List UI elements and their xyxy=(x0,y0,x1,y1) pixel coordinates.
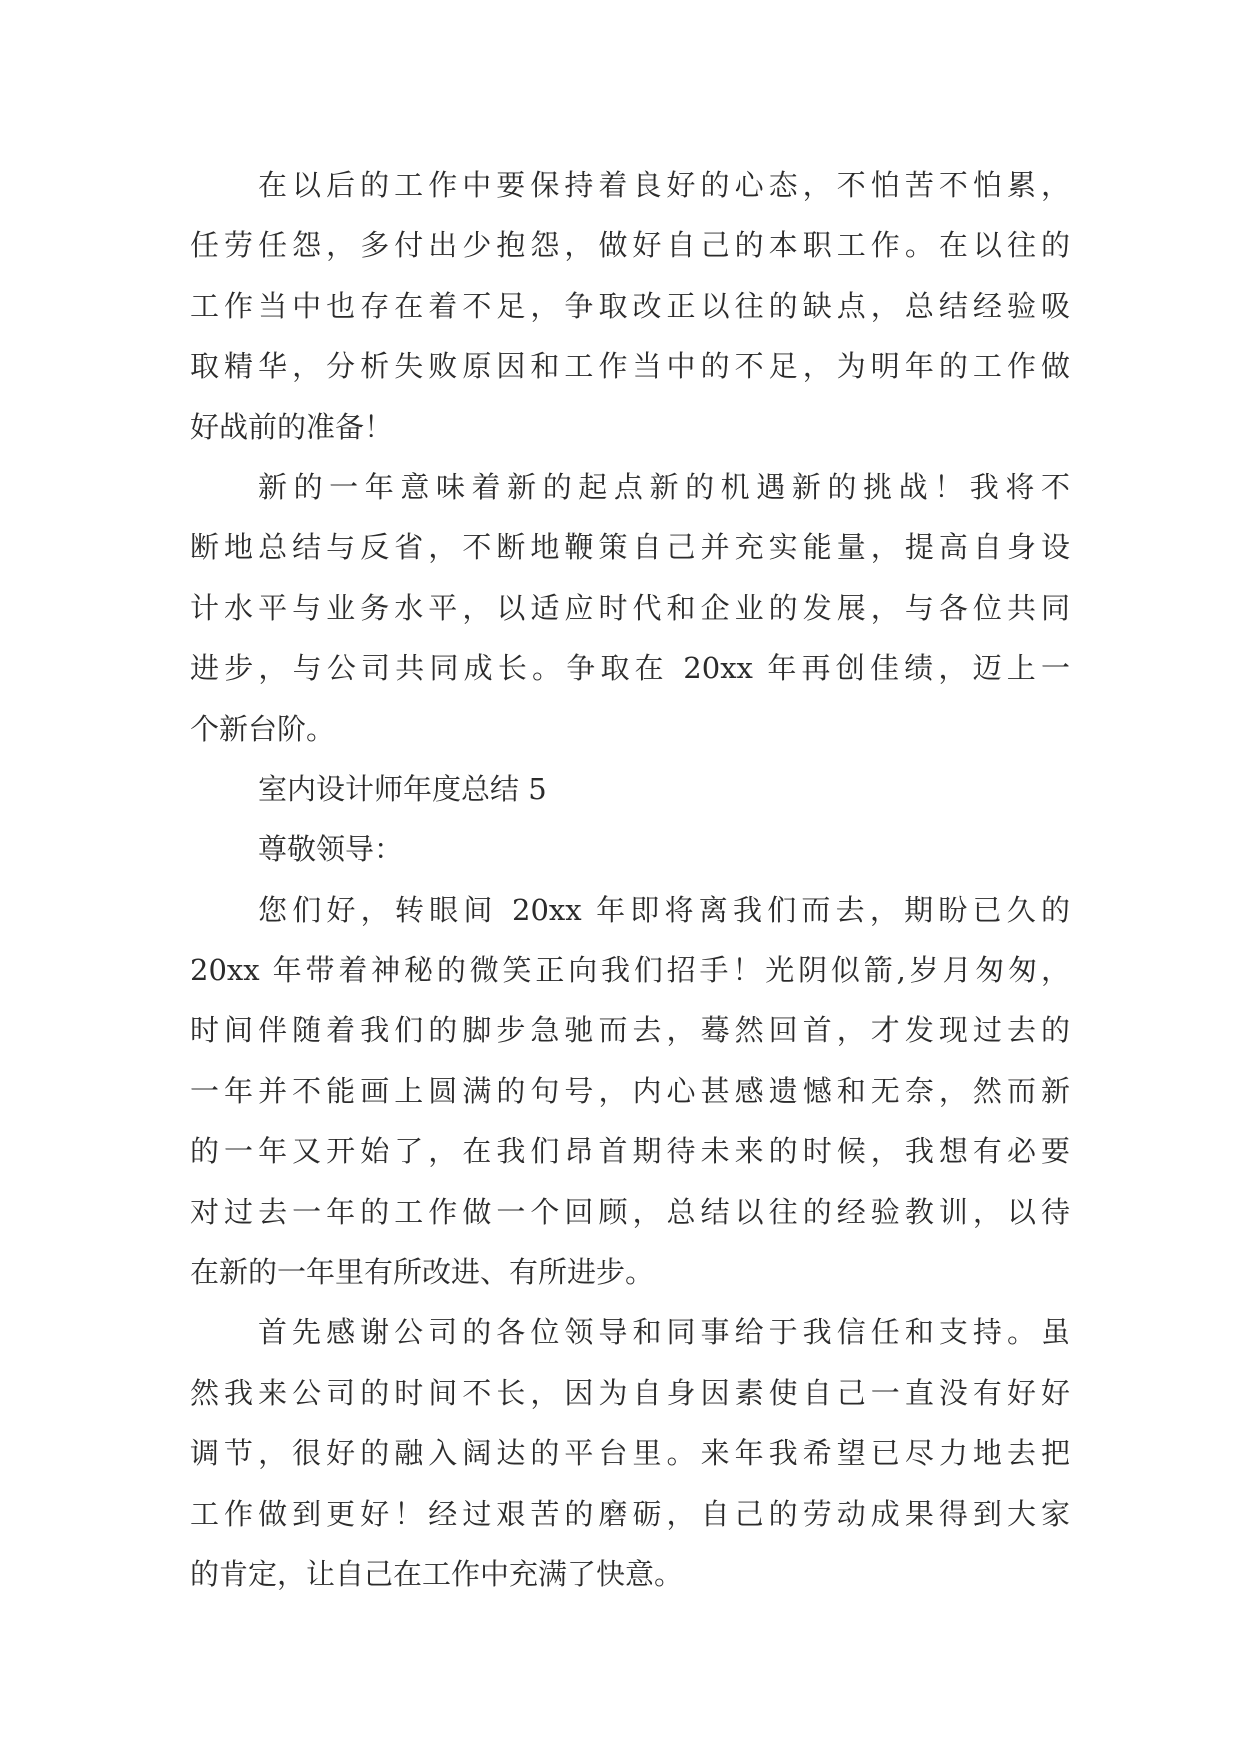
text-line: 的肯定，让自己在工作中充满了快意。 xyxy=(190,1556,684,1591)
text-line: 时间伴随着我们的脚步急驰而去，蓦然回首，才发现过去的 xyxy=(190,1013,1070,1048)
text-line: 您们好，转眼间 20xx 年即将离我们而去，期盼已久的 xyxy=(258,892,1070,927)
text-line: 尊敬领导： xyxy=(258,832,404,867)
text-line: 进步，与公司共同成长。争取在 20xx 年再创佳绩，迈上一 xyxy=(190,651,1070,686)
text-line: 的一年又开始了，在我们昂首期待未来的时候，我想有必要 xyxy=(190,1134,1070,1169)
text-line: 调节，很好的融入阔达的平台里。来年我希望已尽力地去把 xyxy=(190,1436,1070,1471)
paragraph xyxy=(190,819,1070,879)
text-line: 20xx 年带着神秘的微笑正向我们招手！光阴似箭,岁月匆匆， xyxy=(190,953,1070,988)
text-line: 在新的一年里有所改进、有所进步。 xyxy=(190,1255,655,1290)
text-line: 好战前的准备！ xyxy=(190,409,394,444)
text-line: 新的一年意味着新的起点新的机遇新的挑战！我将不 xyxy=(258,469,1070,504)
text-line: 一年并不能画上圆满的句号，内心甚感遗憾和无奈，然而新 xyxy=(190,1073,1070,1108)
text-line: 工作做到更好！经过艰苦的磨砺，自己的劳动成果得到大家 xyxy=(190,1496,1070,1531)
text-line: 在以后的工作中要保持着良好的心态，不怕苦不怕累， xyxy=(258,168,1070,202)
text-line: 计水平与业务水平，以适应时代和企业的发展，与各位共同 xyxy=(190,590,1070,625)
paragraph xyxy=(190,759,1070,819)
text-line: 断地总结与反省，不断地鞭策自己并充实能量，提高自身设 xyxy=(190,530,1070,565)
text-line: 工作当中也存在着不足，争取改正以往的缺点，总结经验吸 xyxy=(190,288,1070,323)
paragraph xyxy=(190,155,1070,457)
text-line: 任劳任怨，多付出少抱怨，做好自己的本职工作。在以往的 xyxy=(190,228,1070,263)
document-body xyxy=(190,155,1070,1604)
paragraph xyxy=(190,457,1070,759)
text-line: 然我来公司的时间不长，因为自身因素使自己一直没有好好 xyxy=(190,1375,1070,1410)
text-line: 首先感谢公司的各位领导和同事给于我信任和支持。虽 xyxy=(258,1315,1070,1350)
text-line: 取精华，分析失败原因和工作当中的不足，为明年的工作做 xyxy=(190,349,1070,384)
text-line: 室内设计师年度总结 5 xyxy=(258,771,547,806)
text-line: 对过去一年的工作做一个回顾，总结以往的经验教训，以待 xyxy=(190,1194,1070,1229)
paragraph xyxy=(190,1302,1070,1604)
text-line: 个新台阶。 xyxy=(190,711,336,746)
paragraph xyxy=(190,880,1070,1303)
